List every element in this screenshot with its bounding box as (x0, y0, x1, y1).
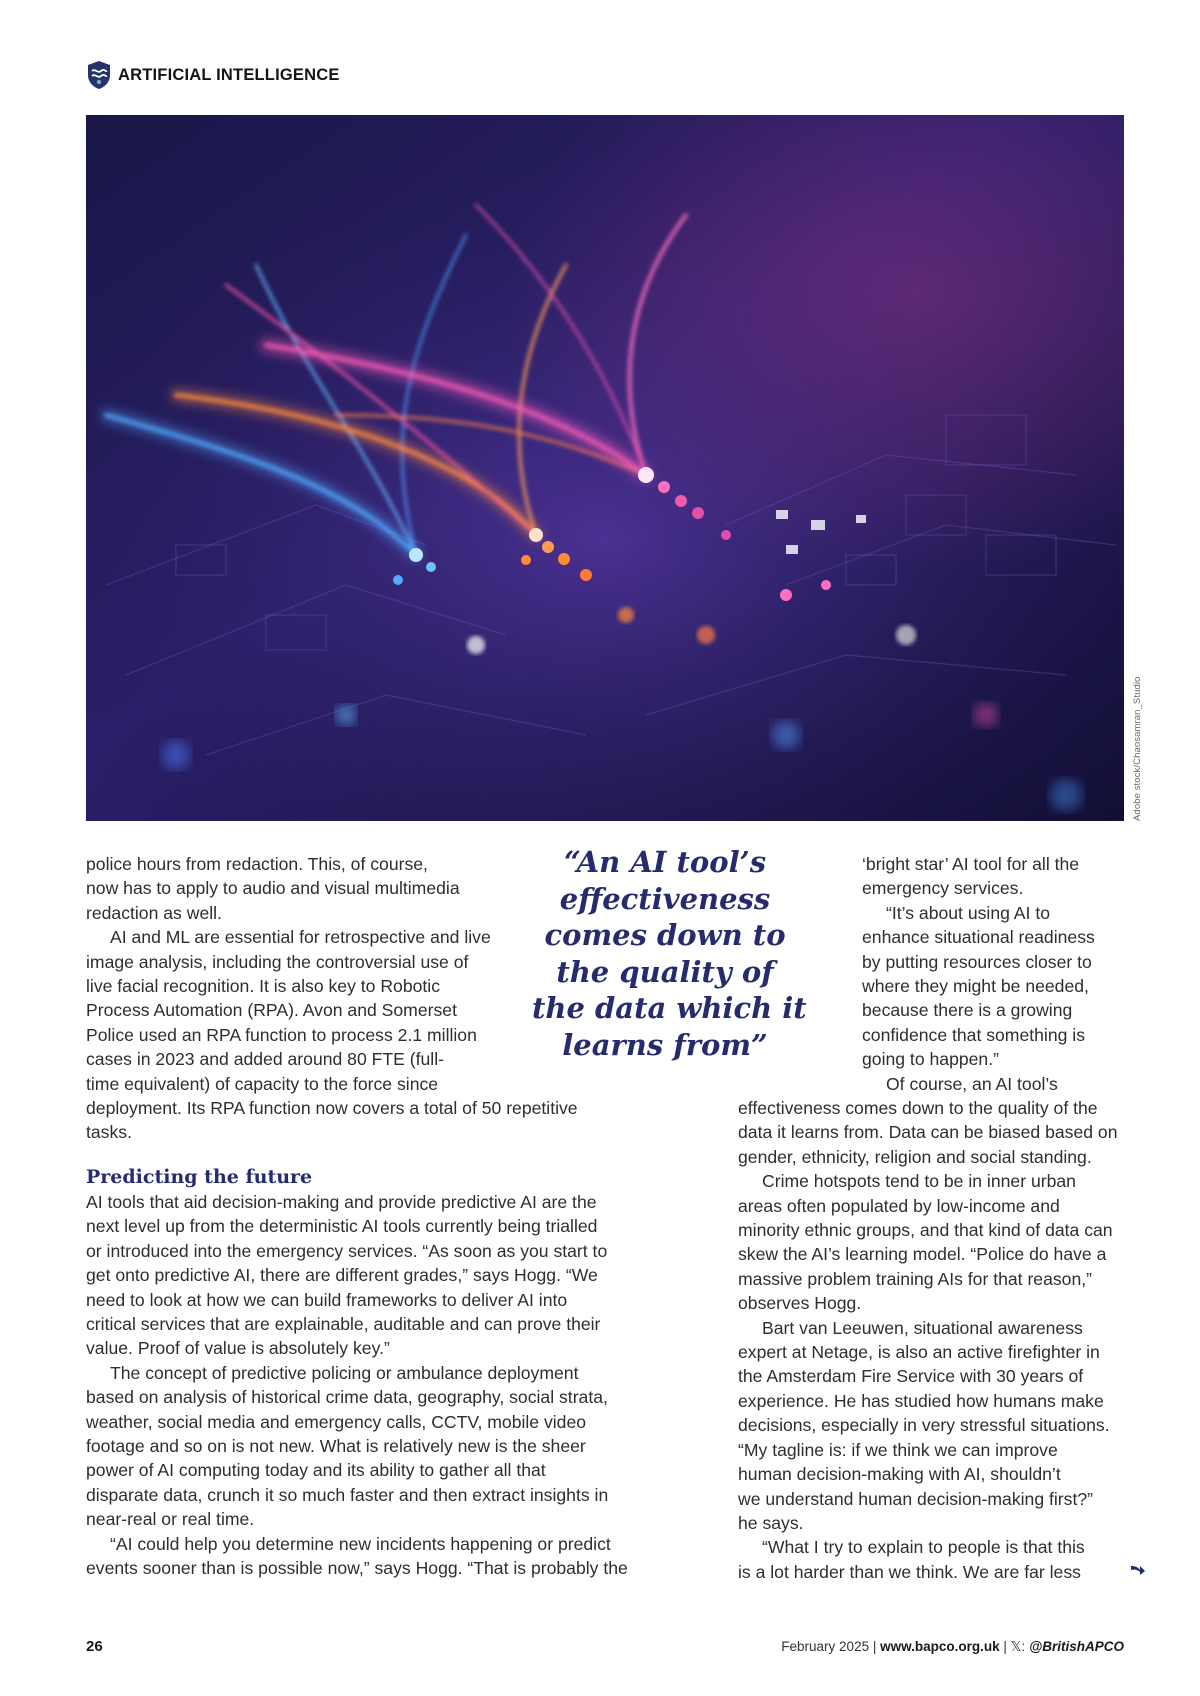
image-credit: Adobe stock/Chaosamran_Studio (1132, 676, 1143, 821)
pull-quote-line: “An AI tool’s (563, 845, 767, 879)
pull-quote-line: effectiveness (559, 881, 771, 916)
pull-quote (532, 844, 807, 1063)
social-handle[interactable]: @BritishAPCO (1029, 1639, 1124, 1654)
text-line: we understand human decision-making first?” (738, 1488, 1093, 1509)
text-line: Of course, an AI tool’s (886, 1073, 1058, 1094)
text-line: critical services that are explainable, auditable and can prove their (86, 1314, 601, 1335)
text-line: image analysis, including the controversial use of (86, 951, 469, 972)
section-header (86, 58, 340, 92)
x-logo-icon: 𝕏: (1010, 1639, 1026, 1654)
text-line: or introduced into the emergency services. “As soon as you start to (86, 1240, 608, 1261)
text-line: Police used an RPA function to process 2.1 million (86, 1024, 477, 1045)
text-line: events sooner than is possible now,” says Hogg. “That is probably the (86, 1558, 628, 1579)
text-line: footage and so on is not new. What is relatively new is the sheer (86, 1436, 586, 1457)
text-line: “My tagline is: if we think we can improve (738, 1439, 1058, 1460)
text-line: live facial recognition. It is also key to Robotic (86, 976, 440, 997)
text-line: need to look at how we can build frameworks to deliver AI into (86, 1289, 568, 1310)
text-line: power of AI computing today and its ability to gather all that (86, 1460, 546, 1481)
subheading: Predicting the future (86, 1166, 313, 1188)
pull-quote-line: the data which it (532, 991, 807, 1025)
text-line: minority ethnic groups, and that kind of data can (738, 1220, 1113, 1241)
text-line: Process Automation (RPA). Avon and Somerset (86, 1000, 457, 1021)
body-left-bottom (86, 1190, 628, 1581)
bapco-shield-logo-icon (86, 60, 112, 90)
pull-quote-line: learns from” (562, 1027, 768, 1062)
text-line: skew the AI’s learning model. “Police do have a (738, 1244, 1107, 1265)
section-title: ARTIFICIAL INTELLIGENCE (118, 65, 340, 84)
text-line: near-real or real time. (86, 1509, 255, 1530)
text-line: human decision-making with AI, shouldn’t (738, 1464, 1061, 1485)
text-line: tasks. (86, 1122, 132, 1143)
issue-date: February 2025 | (781, 1639, 877, 1654)
footer-info (781, 1639, 1124, 1655)
body-left-top (86, 852, 578, 1145)
body-right-bottom (738, 1096, 1117, 1584)
text-line: confidence that something is (862, 1024, 1085, 1045)
text-line: is a lot harder than we think. We are far less (738, 1561, 1081, 1582)
text-line: weather, social media and emergency calls, CCTV, mobile video (86, 1411, 587, 1432)
text-line: data it learns from. Data can be biased based on (738, 1122, 1118, 1143)
text-line: next level up from the deterministic AI tools currently being trialled (86, 1216, 598, 1237)
text-line: areas often populated by low-income and (738, 1195, 1060, 1216)
text-line: where they might be needed, (862, 976, 1089, 997)
footer-separator: | (1003, 1639, 1007, 1654)
text-line: the Amsterdam Fire Service with 30 years of (738, 1366, 1084, 1387)
text-line: Crime hotspots tend to be in inner urban (762, 1171, 1076, 1192)
text-line: going to happen.” (862, 1049, 999, 1070)
text-line: enhance situational readiness (862, 927, 1095, 948)
text-line: redaction as well. (86, 902, 222, 923)
text-line: cases in 2023 and added around 80 FTE (full- (86, 1049, 444, 1070)
text-line: time equivalent) of capacity to the force since (86, 1073, 439, 1094)
pull-quote-line: comes down to (544, 918, 786, 952)
text-line: AI and ML are essential for retrospective and live (110, 927, 491, 948)
text-line: by putting resources closer to (862, 951, 1092, 972)
page-number: 26 (86, 1638, 103, 1655)
text-line: massive problem training AIs for that reason,” (738, 1268, 1092, 1289)
text-line: gender, ethnicity, religion and social standing. (738, 1146, 1092, 1167)
text-line: emergency services. (862, 878, 1024, 899)
text-line: effectiveness comes down to the quality of the (738, 1098, 1098, 1118)
text-line: “What I try to explain to people is that this (762, 1537, 1085, 1558)
text-line: AI tools that aid decision-making and provide predictive AI are the (86, 1192, 597, 1212)
text-line: “It’s about using AI to (886, 902, 1050, 923)
text-line: value. Proof of value is absolutely key.” (86, 1338, 390, 1359)
text-line: based on analysis of historical crime data, geography, social strata, (86, 1387, 608, 1408)
text-line: “AI could help you determine new incidents happening or predict (110, 1533, 611, 1554)
hero-image (86, 115, 1124, 821)
website-link[interactable]: www.bapco.org.uk (880, 1639, 1000, 1654)
text-line: The concept of predictive policing or ambulance deployment (110, 1362, 579, 1383)
continue-arrow-icon (1130, 1562, 1146, 1576)
text-line: disparate data, crunch it so much faster and then extract insights in (86, 1484, 609, 1505)
text-line: he says. (738, 1512, 804, 1533)
text-line: get onto predictive AI, there are different grades,” says Hogg. “We (86, 1265, 598, 1286)
text-line: ‘bright star’ AI tool for all the (862, 854, 1080, 874)
text-line: decisions, especially in very stressful situations. (738, 1415, 1110, 1436)
text-line: now has to apply to audio and visual multimedia (86, 878, 460, 899)
text-line: expert at Netage, is also an active firefighter in (738, 1342, 1100, 1363)
text-line: police hours from redaction. This, of course, (86, 854, 428, 874)
text-line: observes Hogg. (738, 1293, 862, 1314)
text-line: deployment. Its RPA function now covers a total of 50 repetitive (86, 1098, 578, 1119)
text-line: Bart van Leeuwen, situational awareness (762, 1317, 1083, 1338)
body-right-top (862, 852, 1095, 1096)
text-line: experience. He has studied how humans make (738, 1390, 1104, 1411)
text-line: because there is a growing (862, 1000, 1073, 1021)
circuit-board-image (86, 115, 1124, 821)
pull-quote-line: the quality of (556, 954, 774, 989)
